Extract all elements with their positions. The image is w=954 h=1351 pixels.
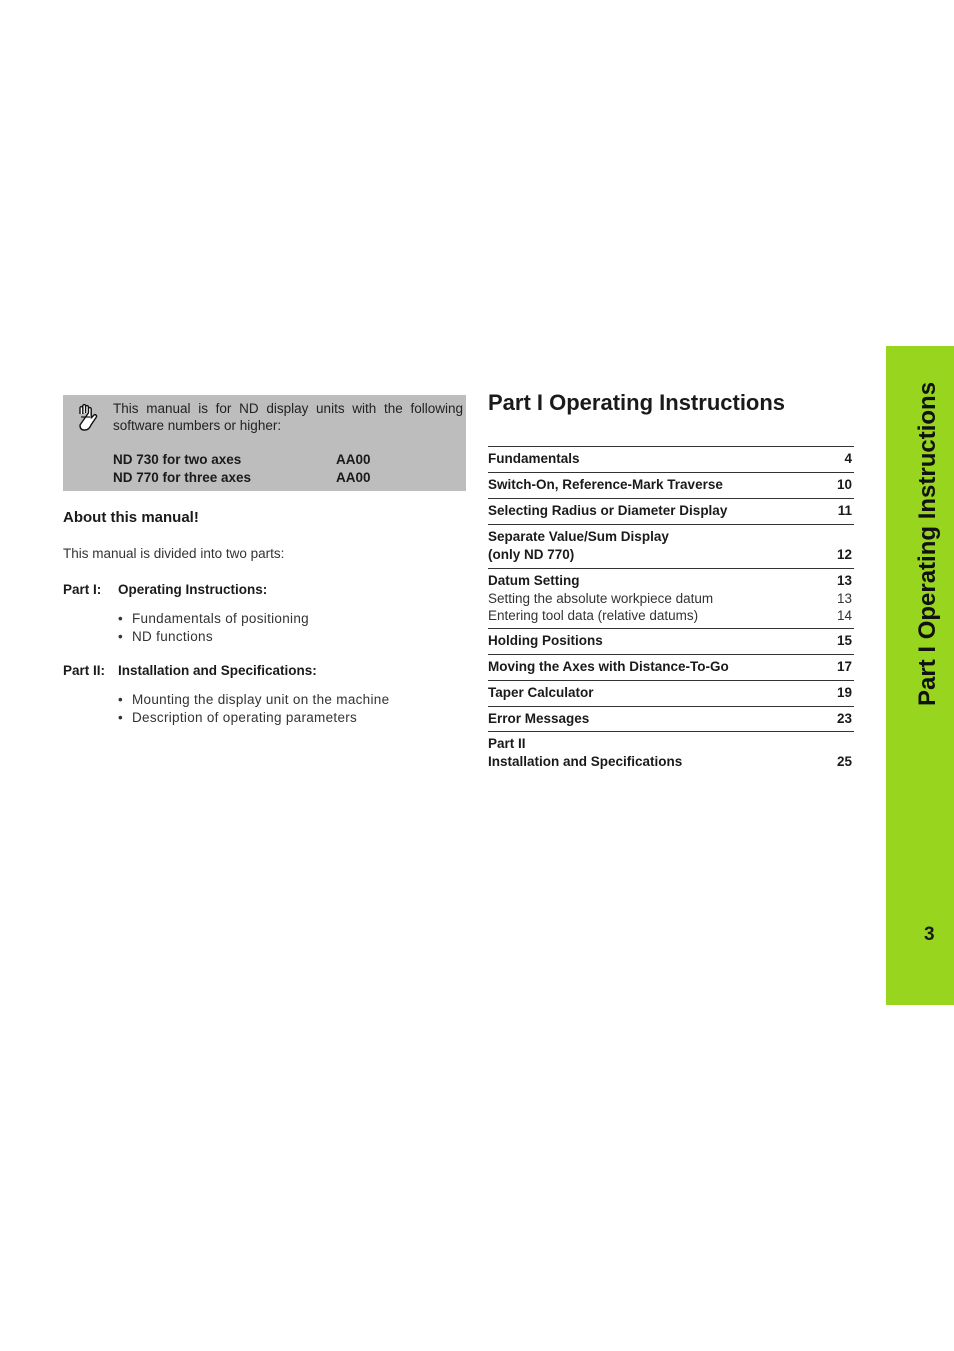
- toc-title: Datum Setting: [488, 573, 580, 588]
- toc-page: 23: [836, 711, 852, 726]
- note-row: [113, 470, 371, 485]
- note-row-value: AA00: [336, 470, 371, 485]
- part-label: Part II:: [63, 663, 106, 678]
- hand-pointer-icon: [75, 403, 101, 433]
- toc-title: Moving the Axes with Distance-To-Go: [488, 659, 729, 674]
- toc-title: Switch-On, Reference-Mark Traverse: [488, 477, 723, 492]
- side-tab-title: Part I Operating Instructions: [914, 381, 941, 706]
- toc-entry[interactable]: [488, 706, 854, 732]
- note-row-label: ND 730 for two axes: [113, 452, 242, 467]
- toc-title: Selecting Radius or Diameter Display: [488, 503, 728, 518]
- note-row: [113, 452, 371, 467]
- note-row-label: ND 770 for three axes: [113, 470, 252, 485]
- toc-page: 25: [836, 754, 852, 769]
- toc-title: (only ND 770): [488, 547, 575, 562]
- note-text: This manual is for ND display units with the following software numbers or higher:: [113, 401, 463, 433]
- toc-sub-title: Entering tool data (relative datums): [488, 608, 699, 623]
- part-title: Installation and Specifications:: [118, 663, 317, 678]
- toc-subentry[interactable]: [488, 590, 854, 607]
- toc-page: 17: [836, 659, 852, 674]
- toc-subentry[interactable]: [488, 607, 854, 624]
- toc-title: Holding Positions: [488, 633, 603, 648]
- note-box: [63, 395, 466, 491]
- part-one-heading: [63, 582, 268, 597]
- table-of-contents: [488, 446, 854, 732]
- toc-part-label: Part II: [488, 736, 526, 751]
- toc-entry[interactable]: [488, 498, 854, 524]
- part-two-heading: [63, 663, 317, 678]
- part-title: Operating Instructions:: [118, 582, 268, 597]
- bullet-item: • Fundamentals of positioning: [118, 610, 309, 628]
- bullet-item: • ND functions: [118, 628, 309, 646]
- part-label: Part I:: [63, 582, 102, 597]
- toc-title: Fundamentals: [488, 451, 580, 466]
- toc-page: 11: [837, 503, 852, 518]
- about-intro: This manual is divided into two parts:: [63, 546, 285, 561]
- toc-title: Separate Value/Sum Display: [488, 529, 669, 544]
- page-number: 3: [924, 924, 935, 945]
- toc-page: 13: [836, 591, 852, 606]
- toc-entry[interactable]: [488, 446, 854, 472]
- toc-entry[interactable]: [488, 568, 854, 628]
- about-title: About this manual!: [63, 509, 199, 526]
- toc-title: Taper Calculator: [488, 685, 594, 700]
- note-row-value: AA00: [336, 452, 371, 467]
- side-tab: [886, 346, 954, 1005]
- toc-entry[interactable]: [488, 524, 854, 568]
- toc-title: Error Messages: [488, 711, 590, 726]
- toc-title: Installation and Specifications: [488, 754, 683, 769]
- toc-entry[interactable]: [488, 654, 854, 680]
- part-one-bullets: [118, 610, 309, 646]
- toc-part-two[interactable]: [488, 731, 854, 771]
- bullet-item: • Description of operating parameters: [118, 709, 389, 727]
- toc-page: 19: [836, 685, 852, 700]
- part-two-bullets: [118, 691, 389, 727]
- toc-page: 14: [836, 608, 852, 623]
- toc-page: 15: [836, 633, 852, 648]
- toc-page: 10: [836, 477, 852, 492]
- toc-entry[interactable]: [488, 680, 854, 706]
- toc-entry[interactable]: [488, 472, 854, 498]
- toc-entry[interactable]: [488, 628, 854, 654]
- page-title: Part I Operating Instructions: [488, 390, 786, 415]
- toc-sub-title: Setting the absolute workpiece datum: [488, 591, 714, 606]
- bullet-item: • Mounting the display unit on the machine: [118, 691, 389, 709]
- toc-page: 4: [844, 451, 852, 466]
- toc-page: 12: [836, 547, 852, 562]
- toc-page: 13: [836, 573, 852, 588]
